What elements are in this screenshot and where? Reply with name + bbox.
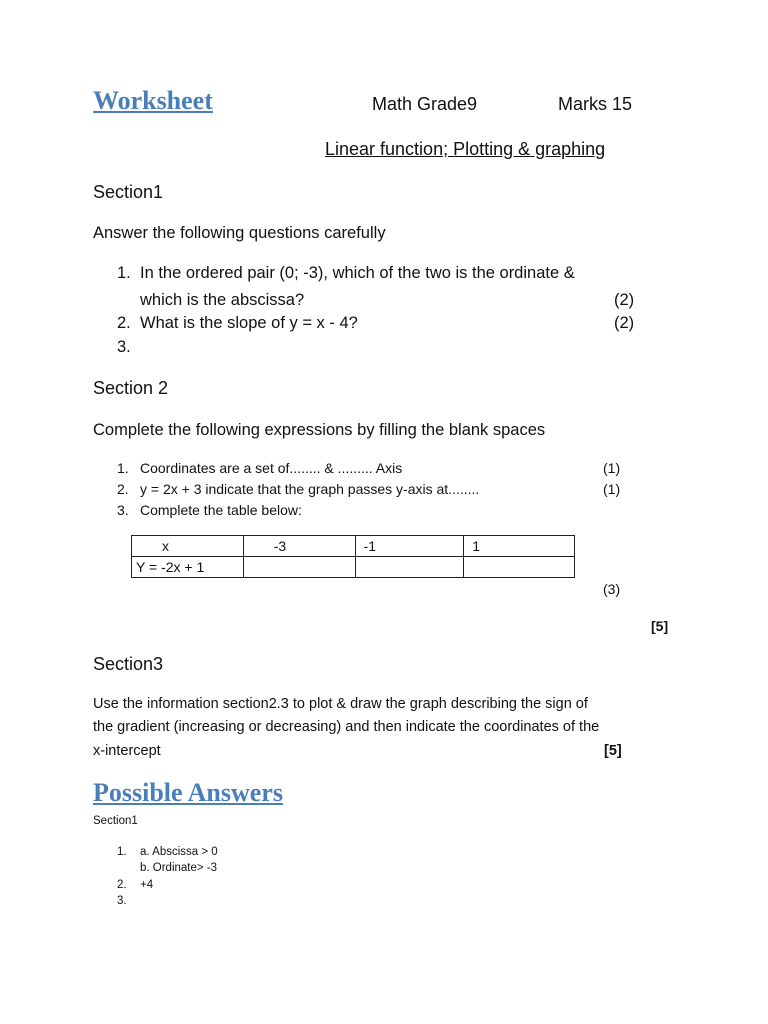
section3-text-line2: the gradient (increasing or decreasing) and then indicate the coordinates of the bbox=[93, 719, 600, 735]
total-marks: Marks 15 bbox=[558, 94, 633, 114]
worksheet-topic: Linear function; Plotting & graphing bbox=[325, 139, 606, 159]
s2-q2-text: y = 2x + 3 indicate that the graph passes y-axis at........ bbox=[140, 481, 480, 497]
s2-q2-mark: (1) bbox=[603, 481, 621, 497]
s1-q2-mark: (2) bbox=[614, 314, 635, 332]
section1-heading: Section1 bbox=[93, 182, 164, 202]
table-cell-y3-blank[interactable] bbox=[464, 557, 575, 578]
answer-1b: b. Ordinate> -3 bbox=[140, 862, 218, 874]
answers-title: Possible Answers bbox=[93, 778, 283, 807]
answer-1-number: 1. bbox=[117, 846, 127, 858]
table-cell-x2: -1 bbox=[355, 536, 464, 557]
section2-total: [5] bbox=[651, 618, 669, 634]
s1-q1-text: In the ordered pair (0; -3), which of the two is the ordinate & bbox=[140, 264, 575, 282]
table-cell-x3: 1 bbox=[464, 536, 575, 557]
section3-text-line1: Use the information section2.3 to plot & draw the graph describing the sign of bbox=[93, 696, 588, 712]
answer-2-number: 2. bbox=[117, 879, 127, 891]
answers-section-label: Section1 bbox=[93, 815, 138, 827]
s1-q1-text-line2: which is the abscissa? bbox=[140, 291, 305, 309]
table-cell-x-label: x bbox=[132, 536, 244, 557]
s1-q2-number: 2. bbox=[117, 314, 131, 332]
section2-instruction: Complete the following expressions by filling the blank spaces bbox=[93, 421, 546, 439]
section3-text-line3: x-intercept bbox=[93, 743, 161, 759]
answer-2-text: +4 bbox=[140, 879, 154, 891]
s1-q2-text: What is the slope of y = x - 4? bbox=[140, 314, 358, 332]
table-cell-x1: -3 bbox=[243, 536, 355, 557]
worksheet-title: Worksheet bbox=[93, 86, 213, 115]
section2-heading: Section 2 bbox=[93, 378, 169, 398]
answer-3-number: 3. bbox=[117, 895, 127, 907]
table-header-row bbox=[132, 536, 575, 557]
answer-1a: a. Abscissa > 0 bbox=[140, 846, 218, 858]
s2-q1-number: 1. bbox=[117, 460, 129, 476]
s1-q3-number: 3. bbox=[117, 338, 131, 356]
s1-q1-number: 1. bbox=[117, 264, 131, 282]
table-cell-y2-blank[interactable] bbox=[355, 557, 464, 578]
section3-heading: Section3 bbox=[93, 654, 164, 674]
s2-q1-mark: (1) bbox=[603, 460, 621, 476]
section1-instruction: Answer the following questions carefully bbox=[93, 224, 386, 242]
s2-q3-number: 3. bbox=[117, 502, 129, 518]
s2-q1-text: Coordinates are a set of........ & ......... Axis bbox=[140, 460, 403, 476]
table-mark: (3) bbox=[603, 581, 621, 597]
s1-q1-mark: (2) bbox=[614, 291, 635, 309]
section3-total: [5] bbox=[604, 743, 622, 759]
s2-q3-text: Complete the table below: bbox=[140, 502, 302, 518]
values-table bbox=[131, 535, 575, 578]
table-cell-y-label: Y = -2x + 1 bbox=[132, 557, 244, 578]
table-row bbox=[132, 557, 575, 578]
table-cell-y1-blank[interactable] bbox=[243, 557, 355, 578]
subject-grade: Math Grade9 bbox=[372, 94, 478, 114]
s2-q2-number: 2. bbox=[117, 481, 129, 497]
